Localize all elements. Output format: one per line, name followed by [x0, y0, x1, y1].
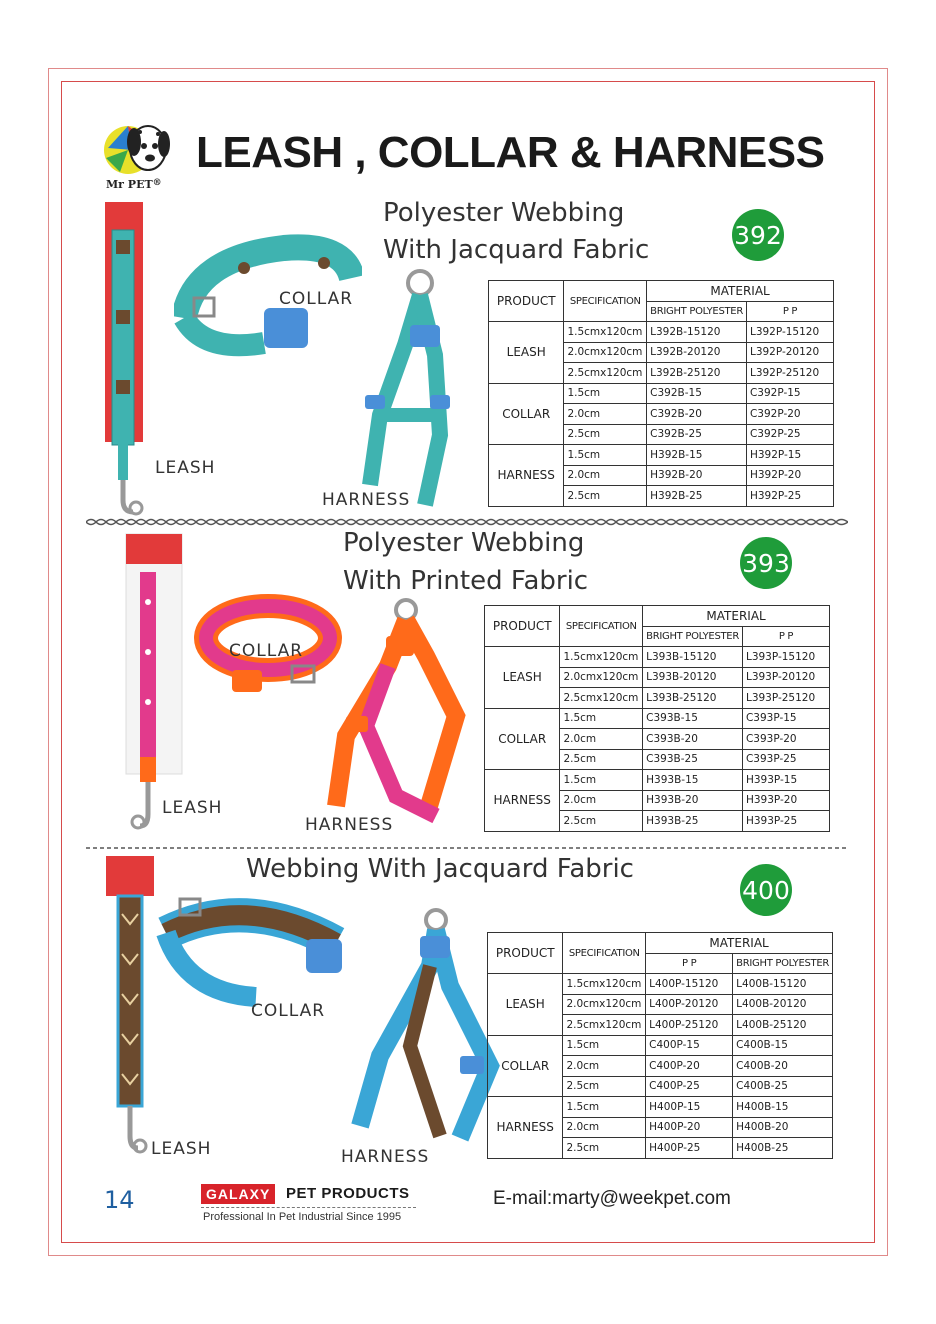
- spec-cell: 2.0cmx120cm: [564, 342, 647, 363]
- table-row: [489, 445, 834, 466]
- material-a-code-cell: L392B-15120: [647, 322, 747, 343]
- spec-cell: 2.5cmx120cm: [563, 1015, 646, 1036]
- material-b-code-cell: H400B-25: [733, 1138, 833, 1159]
- logo-wordmark: Mr PET®: [106, 178, 162, 191]
- material-b-code-cell: C400B-15: [733, 1035, 833, 1056]
- product-cell: HARNESS: [488, 1097, 563, 1159]
- spec-cell: 2.0cm: [564, 465, 647, 486]
- spec-table-392: [488, 280, 834, 507]
- material-a-code-cell: H400P-25: [646, 1138, 733, 1159]
- col-header-material: MATERIAL: [647, 281, 834, 302]
- table-row: [485, 708, 830, 729]
- material-b-code-cell: H393P-20: [742, 790, 829, 811]
- material-b-code-cell: H392P-25: [746, 486, 833, 507]
- material-b-code-cell: C393P-15: [742, 708, 829, 729]
- table-row: [485, 647, 830, 668]
- material-b-code-cell: L400B-15120: [733, 974, 833, 995]
- col-header-material-a: P P: [646, 954, 733, 974]
- col-header-product: PRODUCT: [489, 281, 564, 322]
- label-harness-400: HARNESS: [341, 1147, 430, 1167]
- table-row: [488, 1097, 833, 1118]
- spec-cell: 2.5cm: [560, 749, 643, 770]
- material-a-code-cell: L393B-15120: [643, 647, 743, 668]
- material-b-code-cell: C400B-25: [733, 1076, 833, 1097]
- section-title-392-line1: Polyester Webbing: [383, 198, 625, 228]
- material-a-code-cell: L393B-20120: [643, 667, 743, 688]
- material-b-code-cell: H393P-25: [742, 811, 829, 832]
- material-a-code-cell: H392B-20: [647, 465, 747, 486]
- spec-cell: 2.5cm: [563, 1138, 646, 1159]
- material-b-code-cell: L393P-15120: [742, 647, 829, 668]
- spec-cell: 1.5cm: [564, 445, 647, 466]
- label-harness-393: HARNESS: [305, 815, 394, 835]
- spec-cell: 2.5cmx120cm: [560, 688, 643, 709]
- material-b-code-cell: H400B-15: [733, 1097, 833, 1118]
- material-a-code-cell: H393B-25: [643, 811, 743, 832]
- material-a-code-cell: L400P-15120: [646, 974, 733, 995]
- material-a-code-cell: L393B-25120: [643, 688, 743, 709]
- footer-rule: [201, 1207, 416, 1208]
- spec-cell: 2.5cm: [560, 811, 643, 832]
- table-row: [488, 1035, 833, 1056]
- material-a-code-cell: C392B-20: [647, 404, 747, 425]
- spec-cell: 1.5cmx120cm: [560, 647, 643, 668]
- section-title-400: Webbing With Jacquard Fabric: [246, 854, 634, 884]
- material-a-code-cell: L392B-25120: [647, 363, 747, 384]
- spec-cell: 2.0cm: [560, 729, 643, 750]
- material-b-code-cell: C393P-20: [742, 729, 829, 750]
- material-a-code-cell: C392B-15: [647, 383, 747, 404]
- spec-cell: 2.5cm: [563, 1076, 646, 1097]
- material-b-code-cell: L400B-25120: [733, 1015, 833, 1036]
- spec-cell: 1.5cm: [563, 1035, 646, 1056]
- product-cell: LEASH: [485, 647, 560, 709]
- material-b-code-cell: C392P-20: [746, 404, 833, 425]
- col-header-specification: SPECIFICATION: [560, 606, 643, 647]
- col-header-material-b: P P: [746, 302, 833, 322]
- col-header-product: PRODUCT: [485, 606, 560, 647]
- material-a-code-cell: H393B-20: [643, 790, 743, 811]
- label-collar-400: COLLAR: [251, 1001, 326, 1021]
- company-name-red: GALAXY: [201, 1184, 275, 1204]
- material-a-code-cell: H392B-15: [647, 445, 747, 466]
- material-a-code-cell: C400P-20: [646, 1056, 733, 1077]
- section-code-badge-392: 392: [732, 209, 784, 261]
- material-b-code-cell: L392P-15120: [746, 322, 833, 343]
- spec-cell: 2.5cm: [564, 486, 647, 507]
- section-title-392-line2: With Jacquard Fabric: [383, 235, 650, 265]
- material-b-code-cell: L392P-20120: [746, 342, 833, 363]
- material-a-code-cell: L400P-20120: [646, 994, 733, 1015]
- material-a-code-cell: C400P-15: [646, 1035, 733, 1056]
- material-b-code-cell: C392P-15: [746, 383, 833, 404]
- harness-400-image: [340, 906, 510, 1144]
- material-a-code-cell: C393B-20: [643, 729, 743, 750]
- col-header-specification: SPECIFICATION: [564, 281, 647, 322]
- col-header-material-b: P P: [742, 627, 829, 647]
- spec-cell: 2.5cm: [564, 424, 647, 445]
- label-leash-400: LEASH: [151, 1139, 212, 1159]
- spec-cell: 2.0cmx120cm: [560, 667, 643, 688]
- col-header-material-a: BRIGHT POLYESTER: [643, 627, 743, 647]
- product-cell: HARNESS: [489, 445, 564, 507]
- page-title: LEASH , COLLAR & HARNESS: [196, 128, 825, 177]
- product-cell: COLLAR: [485, 708, 560, 770]
- spec-table-400: [487, 932, 833, 1159]
- material-b-code-cell: C392P-25: [746, 424, 833, 445]
- material-a-code-cell: C400P-25: [646, 1076, 733, 1097]
- material-b-code-cell: H392P-15: [746, 445, 833, 466]
- material-a-code-cell: C392B-25: [647, 424, 747, 445]
- harness-393-image: [316, 596, 468, 836]
- contact-email: E-mail:marty@weekpet.com: [493, 1188, 731, 1209]
- label-leash-393: LEASH: [162, 798, 223, 818]
- section-title-393-line1: Polyester Webbing: [343, 528, 585, 558]
- material-b-code-cell: H393P-15: [742, 770, 829, 791]
- material-b-code-cell: L393P-25120: [742, 688, 829, 709]
- spec-cell: 2.0cm: [563, 1117, 646, 1138]
- product-cell: LEASH: [488, 974, 563, 1036]
- product-cell: COLLAR: [489, 383, 564, 445]
- spec-cell: 1.5cm: [564, 383, 647, 404]
- spec-cell: 2.0cm: [564, 404, 647, 425]
- material-a-code-cell: L392B-20120: [647, 342, 747, 363]
- table-row: [489, 322, 834, 343]
- col-header-product: PRODUCT: [488, 933, 563, 974]
- spec-cell: 1.5cmx120cm: [563, 974, 646, 995]
- col-header-material: MATERIAL: [646, 933, 833, 954]
- label-harness-392: HARNESS: [322, 490, 411, 510]
- material-a-code-cell: H393B-15: [643, 770, 743, 791]
- spec-cell: 1.5cmx120cm: [564, 322, 647, 343]
- col-header-material: MATERIAL: [643, 606, 830, 627]
- leash-400-image: [102, 854, 162, 1160]
- harness-392-image: [350, 265, 470, 517]
- spec-cell: 1.5cm: [560, 770, 643, 791]
- col-header-material-a: BRIGHT POLYESTER: [647, 302, 747, 322]
- material-a-code-cell: C393B-25: [643, 749, 743, 770]
- spec-cell: 2.5cmx120cm: [564, 363, 647, 384]
- page-number: 14: [104, 1186, 135, 1214]
- spec-cell: 2.0cm: [560, 790, 643, 811]
- product-cell: LEASH: [489, 322, 564, 384]
- collar-400-image: [156, 893, 348, 1009]
- material-b-code-cell: L400B-20120: [733, 994, 833, 1015]
- company-name-rest: PET PRODUCTS: [286, 1185, 410, 1202]
- material-b-code-cell: H392P-20: [746, 465, 833, 486]
- material-b-code-cell: L392P-25120: [746, 363, 833, 384]
- material-b-code-cell: H400B-20: [733, 1117, 833, 1138]
- company-tagline: Professional In Pet Industrial Since 1995: [203, 1211, 402, 1223]
- spec-table-393: [484, 605, 830, 832]
- spec-cell: 2.0cmx120cm: [563, 994, 646, 1015]
- spec-cell: 1.5cm: [560, 708, 643, 729]
- table-row: [488, 974, 833, 995]
- product-cell: HARNESS: [485, 770, 560, 832]
- leash-393-image: [120, 532, 190, 836]
- label-leash-392: LEASH: [155, 458, 216, 478]
- material-a-code-cell: L400P-25120: [646, 1015, 733, 1036]
- section-title-393-line2: With Printed Fabric: [343, 566, 589, 596]
- spec-cell: 1.5cm: [563, 1097, 646, 1118]
- material-a-code-cell: H392B-25: [647, 486, 747, 507]
- product-cell: COLLAR: [488, 1035, 563, 1097]
- table-row: [485, 770, 830, 791]
- col-header-specification: SPECIFICATION: [563, 933, 646, 974]
- section-code-badge-393: 393: [740, 537, 792, 589]
- material-a-code-cell: H400P-15: [646, 1097, 733, 1118]
- material-b-code-cell: L393P-20120: [742, 667, 829, 688]
- section-code-badge-400: 400: [740, 864, 792, 916]
- table-row: [489, 383, 834, 404]
- material-a-code-cell: C393B-15: [643, 708, 743, 729]
- material-b-code-cell: C400B-20: [733, 1056, 833, 1077]
- col-header-material-b: BRIGHT POLYESTER: [733, 954, 833, 974]
- label-collar-392: COLLAR: [279, 289, 354, 309]
- spec-cell: 2.0cm: [563, 1056, 646, 1077]
- material-a-code-cell: H400P-20: [646, 1117, 733, 1138]
- label-collar-393: COLLAR: [229, 641, 304, 661]
- material-b-code-cell: C393P-25: [742, 749, 829, 770]
